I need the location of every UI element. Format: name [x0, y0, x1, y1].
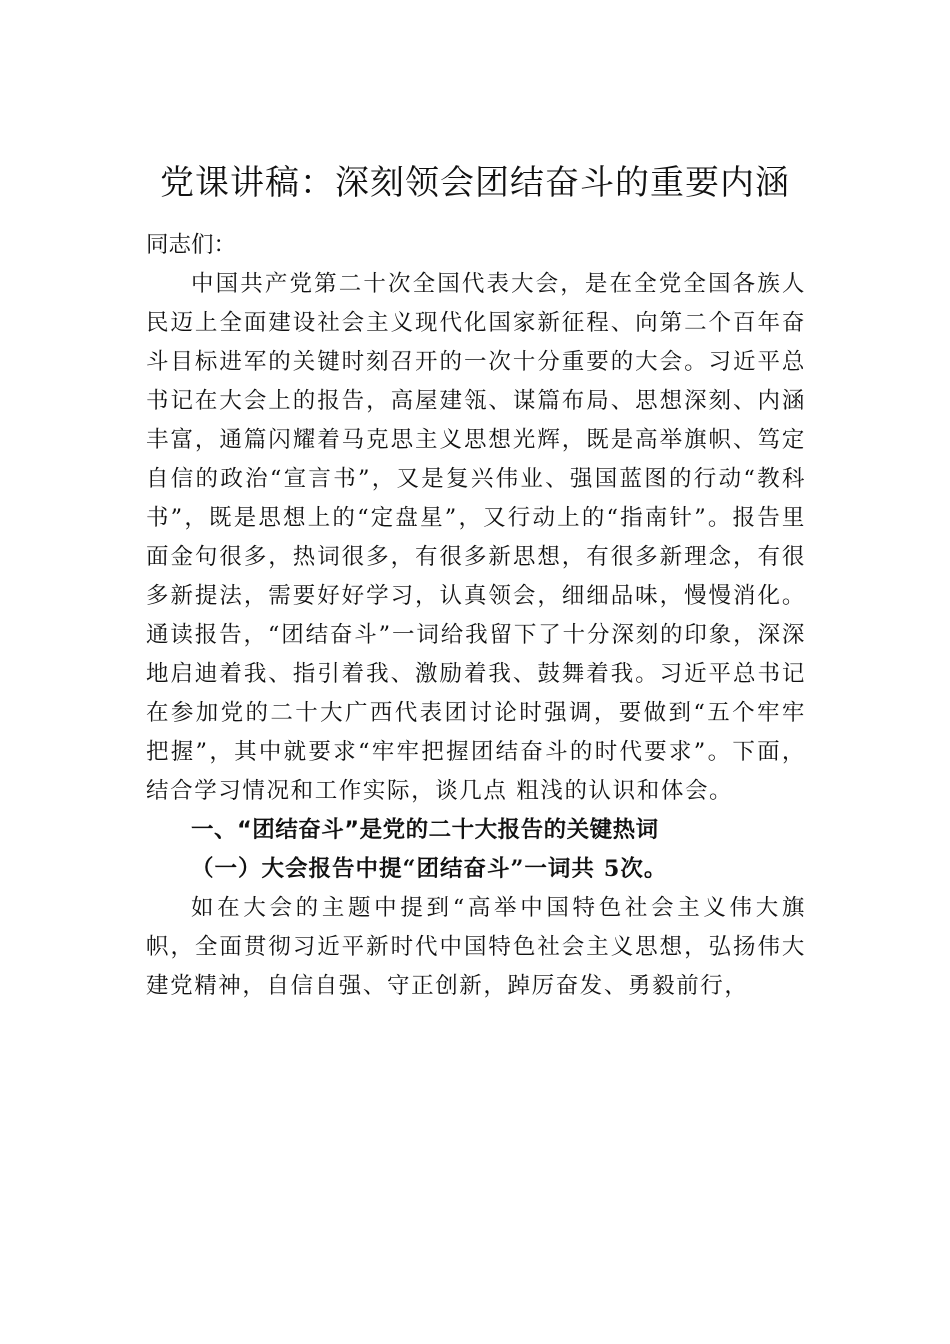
- paragraph-theme: 如在大会的主题中提到“高举中国特色社会主义伟大旗帜，全面贯彻习近平新时代中国特色社会主义思想，弘扬伟大建党精神，自信自强、守正创新，踔厉奋发、勇毅前行，: [146, 895, 806, 999]
- paragraph-intro: 中国共产党第二十次全国代表大会，是在全党全国各族人民迈上全面建设社会主义现代化国家新征程、向第二个百年奋斗目标进军的关键时刻召开的一次十分重要的大会。习近平总书记在大会上的报告，高屋建瓴、谋篇布局、思想深刻、内涵丰富，通篇闪耀着马克思主义思想光辉，既是高举旗帜、笃定自信的政治“宣言书”，又是复兴伟业、强国蓝图的行动“教科书”，既是思想上的“定盘星”，又行动上的“指南针”。报告里面金句很多，热词很多，有很多新思想，有很多新理念，有很多新提法，需要好好学习，认真领会，细细品味，慢慢消化。通读报告，“团结奋斗”一词给我留下了十分深刻的印象，深深地启迪着我、指引着我、激励着我、鼓舞着我。习近平总书记在参加党的二十大广西代表团讨论时强调，要做到“五个牢牢把握”，其中就要求“牢牢把握团结奋斗的时代要求”。下面，结合学习情况和工作实际，谈几点 粗浅的认识和体会。: [146, 271, 806, 804]
- subsection-heading-1: （一）大会报告中提“团结奋斗”一词共 5次。: [191, 856, 668, 882]
- section-heading-1: 一、“团结奋斗”是党的二十大报告的关键热词: [191, 817, 659, 843]
- document-title: 党课讲稿：深刻领会团结奋斗的重要内涵: [160, 163, 790, 203]
- salutation: 同志们：: [146, 232, 237, 258]
- document-body: [146, 226, 806, 1006]
